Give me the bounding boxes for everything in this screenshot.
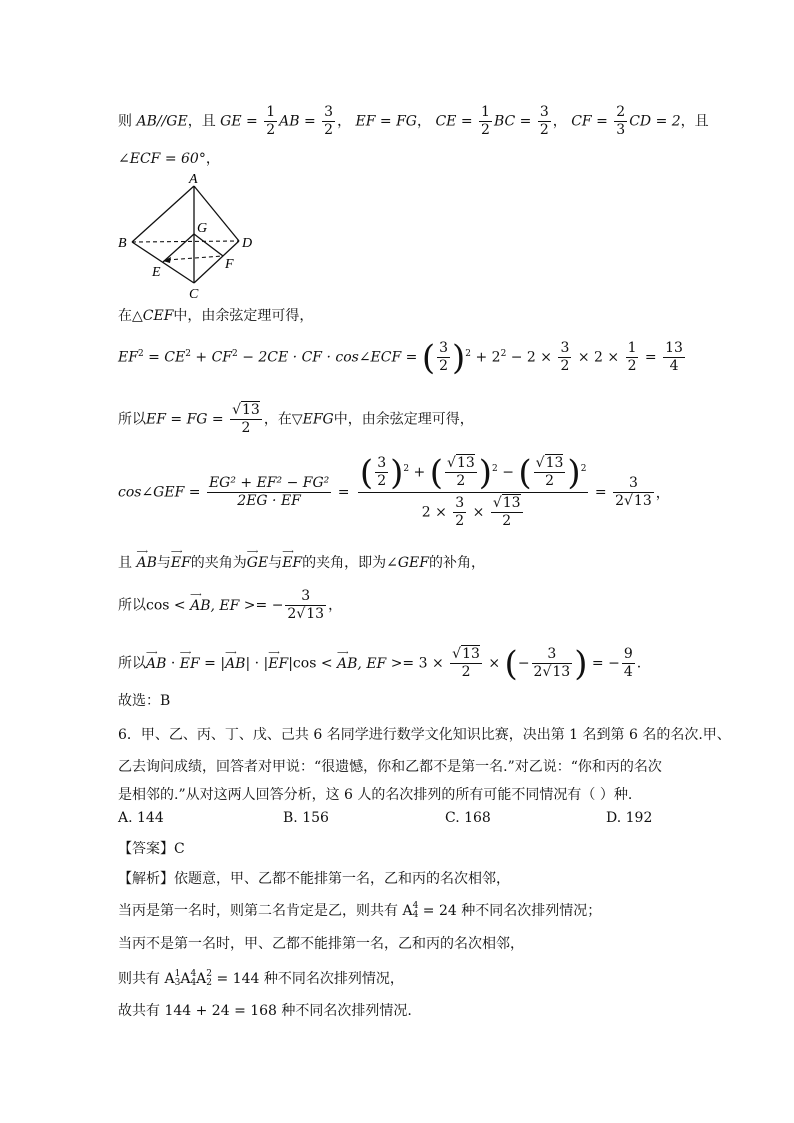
fraction: $\frac{9}{4}$ <box>623 646 633 680</box>
fraction: $\frac{3}{2}$ <box>439 340 449 374</box>
option-a: A. 144 <box>118 810 164 826</box>
analysis-line5: 故共有 144 + 24 = 168 种不同名次排列情况. <box>118 1003 412 1019</box>
analysis-line1: 【解析】依题意，甲、乙都不能排第一名，乙和丙的名次相邻， <box>118 871 510 887</box>
label-c: C <box>189 287 199 302</box>
text: ， <box>655 485 670 502</box>
fraction-big: ( $\frac{3}{2}$ )$^2$ + ( $\frac{√13}{2}$ )$^2$ − ( $\frac{√13}{2}$ )$^2$ 2 × $\frac{3}{2}$ × $\frac{√13}{2}$ <box>359 452 587 529</box>
math: △CEF <box>132 308 174 324</box>
vector-ef: ⟶ EF <box>268 653 288 675</box>
math: cos < <box>292 655 338 672</box>
math: CF = <box>571 113 613 130</box>
line-ef-value <box>118 402 474 437</box>
text: ， <box>205 151 220 167</box>
math: ▽EFG <box>291 411 334 428</box>
question-6-line3: 是相邻的.”从对这两人回答分析，这 6 人的名次排列的所有可能不同情况有（ ）种. <box>118 787 633 803</box>
line-conditions <box>118 104 709 139</box>
math: = <box>199 655 221 672</box>
math: + 2 <box>471 349 501 366</box>
label-e: E <box>152 265 161 280</box>
math: >= − <box>239 597 284 614</box>
math: CD = 2 <box>629 113 681 130</box>
text: 所以 <box>118 597 146 614</box>
fraction: $\frac{√13}{2}$ <box>452 646 480 680</box>
edge-ge <box>163 234 194 262</box>
vector-ef: ⟶ EF <box>180 653 200 675</box>
math: AB = <box>279 113 321 130</box>
math: = <box>590 484 612 501</box>
vector-ef: ⟶ EF <box>282 552 302 574</box>
math: × <box>483 655 505 672</box>
paren: ( <box>421 337 436 378</box>
text: 则 <box>118 113 137 130</box>
math-sup: 2 <box>137 348 144 359</box>
text: 中，由余弦定理可得， <box>173 308 314 324</box>
math: − 2CE · CF · cos∠ECF = <box>237 349 422 366</box>
math: + CF <box>190 349 233 366</box>
fraction: $\frac{1}{2}$ <box>481 104 490 138</box>
line-angle-relation <box>118 552 485 574</box>
option-d: D. 192 <box>606 810 653 826</box>
label-g: G <box>197 221 208 236</box>
math: · <box>166 655 180 672</box>
math: EF = FG <box>355 113 417 130</box>
text: 的夹角，即为 <box>302 555 387 571</box>
math: BC = <box>493 113 536 130</box>
math: cos∠GEF = <box>118 484 205 501</box>
math: EF = FG = <box>146 411 229 428</box>
analysis-line4: 则共有 A 1 3 A 4 4 A 2 2 = 144 种不同名次排列情况， <box>118 969 404 988</box>
text: 的补角， <box>429 555 485 571</box>
fraction: $\frac{3}{2√13}$ <box>287 588 325 622</box>
math-sup: 2 <box>232 348 238 359</box>
fraction: $\frac{3}{2}$ <box>539 104 549 138</box>
fraction: $\frac{3}{2}$ <box>560 340 570 374</box>
label-d: D <box>242 236 253 251</box>
text: ， <box>337 113 352 130</box>
fraction: $\frac{2}{3}$ <box>616 104 626 138</box>
text: ， <box>552 113 567 130</box>
fraction: $\frac{1}{2}$ <box>266 104 276 138</box>
math: >= 3 × <box>386 655 449 672</box>
math-sup: 2 <box>465 348 472 359</box>
math: = <box>333 484 354 501</box>
option-c: C. 168 <box>445 810 491 826</box>
text: ， <box>328 597 343 614</box>
math: ∠GEF <box>386 555 429 571</box>
text: 所以 <box>118 411 146 428</box>
equation-cos-gef <box>118 452 670 530</box>
fraction: $\frac{3}{2√13}$ <box>615 475 652 509</box>
line-angle <box>118 148 220 170</box>
label-a: A <box>189 172 198 187</box>
question-6-line1: 6．甲、乙、丙、丁、戊、己共 6 名同学进行数学文化知识比赛，决出第 1 名到第 6 名的名次.甲、 <box>118 727 731 743</box>
fraction: $\frac{3}{2√13}$ <box>533 646 571 680</box>
vector-pair: ⟶ AB, EF <box>337 653 386 675</box>
text: ，且 <box>187 113 221 130</box>
answer-choice-b: 故选：B <box>118 693 171 709</box>
fraction: $\frac{3}{2}$ <box>324 104 334 138</box>
text: 的夹角为 <box>190 555 247 571</box>
fraction: $\frac{√13}{2}$ <box>232 402 260 436</box>
paren: ) <box>452 337 466 378</box>
answer-label: 【答案】C <box>118 841 185 857</box>
text: 所以 <box>118 655 146 672</box>
edge-gf <box>194 234 223 256</box>
label-f: F <box>225 257 234 272</box>
vector-ab: ⟶ AB <box>146 653 166 675</box>
math: = CE <box>143 349 186 366</box>
vector-pair: ⟶ AB, EF <box>190 595 239 617</box>
equation-ef-squared <box>118 337 687 378</box>
line-dot-product: 所以⟶ AB · ⟶ EF = |⟶ AB| · |⟶ EF|cos < ⟶ AB, EF >= 3 × $\frac{√13}{2}$ × (− $\frac{3}{2√13}$ ) = − $\frac{9}{4}$ . <box>118 646 641 681</box>
vector-ge: ⟶ GE <box>247 552 268 574</box>
edge-bc <box>132 242 194 283</box>
fraction: $\frac{13}{4}$ <box>665 340 683 374</box>
fraction: $\frac{\text{EG² + EF² − FG²}}{2EG \cdot EF}$ <box>208 475 330 509</box>
vector-ab: ⟶ AB <box>136 552 156 574</box>
text: 与 <box>268 555 283 571</box>
analysis-line2: 当丙是第一名时，则第二名肯定是乙，则共有 A 4 4 = 24 种不同名次排列情况； <box>118 901 602 920</box>
text: 在 <box>118 308 132 324</box>
text: ，在 <box>263 411 292 428</box>
edge-ab <box>132 186 194 242</box>
vector-ef: ⟶ EF <box>171 552 191 574</box>
math: EF <box>118 349 138 366</box>
math: cos < <box>146 597 191 614</box>
line-triangle-cef <box>118 305 313 327</box>
math: = − <box>587 655 620 672</box>
edge-ef <box>167 256 223 260</box>
question-6-line2: 乙去询问成绩，回答者对甲说：“很遗憾，你和乙都不是第一名.”对乙说：“你和丙的名次 <box>118 759 662 775</box>
vector-ab: ⟶ AB <box>225 653 245 675</box>
math: − 2 × <box>506 349 557 366</box>
math: AB//GE <box>136 113 188 130</box>
math: = <box>640 349 662 366</box>
math-sup: 2 <box>500 348 507 359</box>
math: CE = <box>435 113 478 130</box>
math: ∠ECF = 60° <box>118 151 206 167</box>
math: × 2 × <box>573 349 624 366</box>
tetrahedron-figure <box>115 170 265 305</box>
math-sup: 2 <box>185 348 191 359</box>
option-b: B. 156 <box>283 810 329 826</box>
text: ，且 <box>680 113 709 130</box>
text: ， <box>417 113 431 130</box>
text: 且 <box>118 555 137 571</box>
analysis-line3: 当丙不是第一名时，甲、乙都不能排第一名，乙和丙的名次相邻， <box>118 936 524 952</box>
text: 中，由余弦定理可得， <box>333 411 474 428</box>
text: . <box>636 655 642 672</box>
text: 与 <box>156 555 171 571</box>
label-b: B <box>118 236 127 251</box>
math: GE = <box>220 113 263 130</box>
fraction: $\frac{1}{2}$ <box>627 340 637 374</box>
line-cos-vectors <box>118 588 342 623</box>
